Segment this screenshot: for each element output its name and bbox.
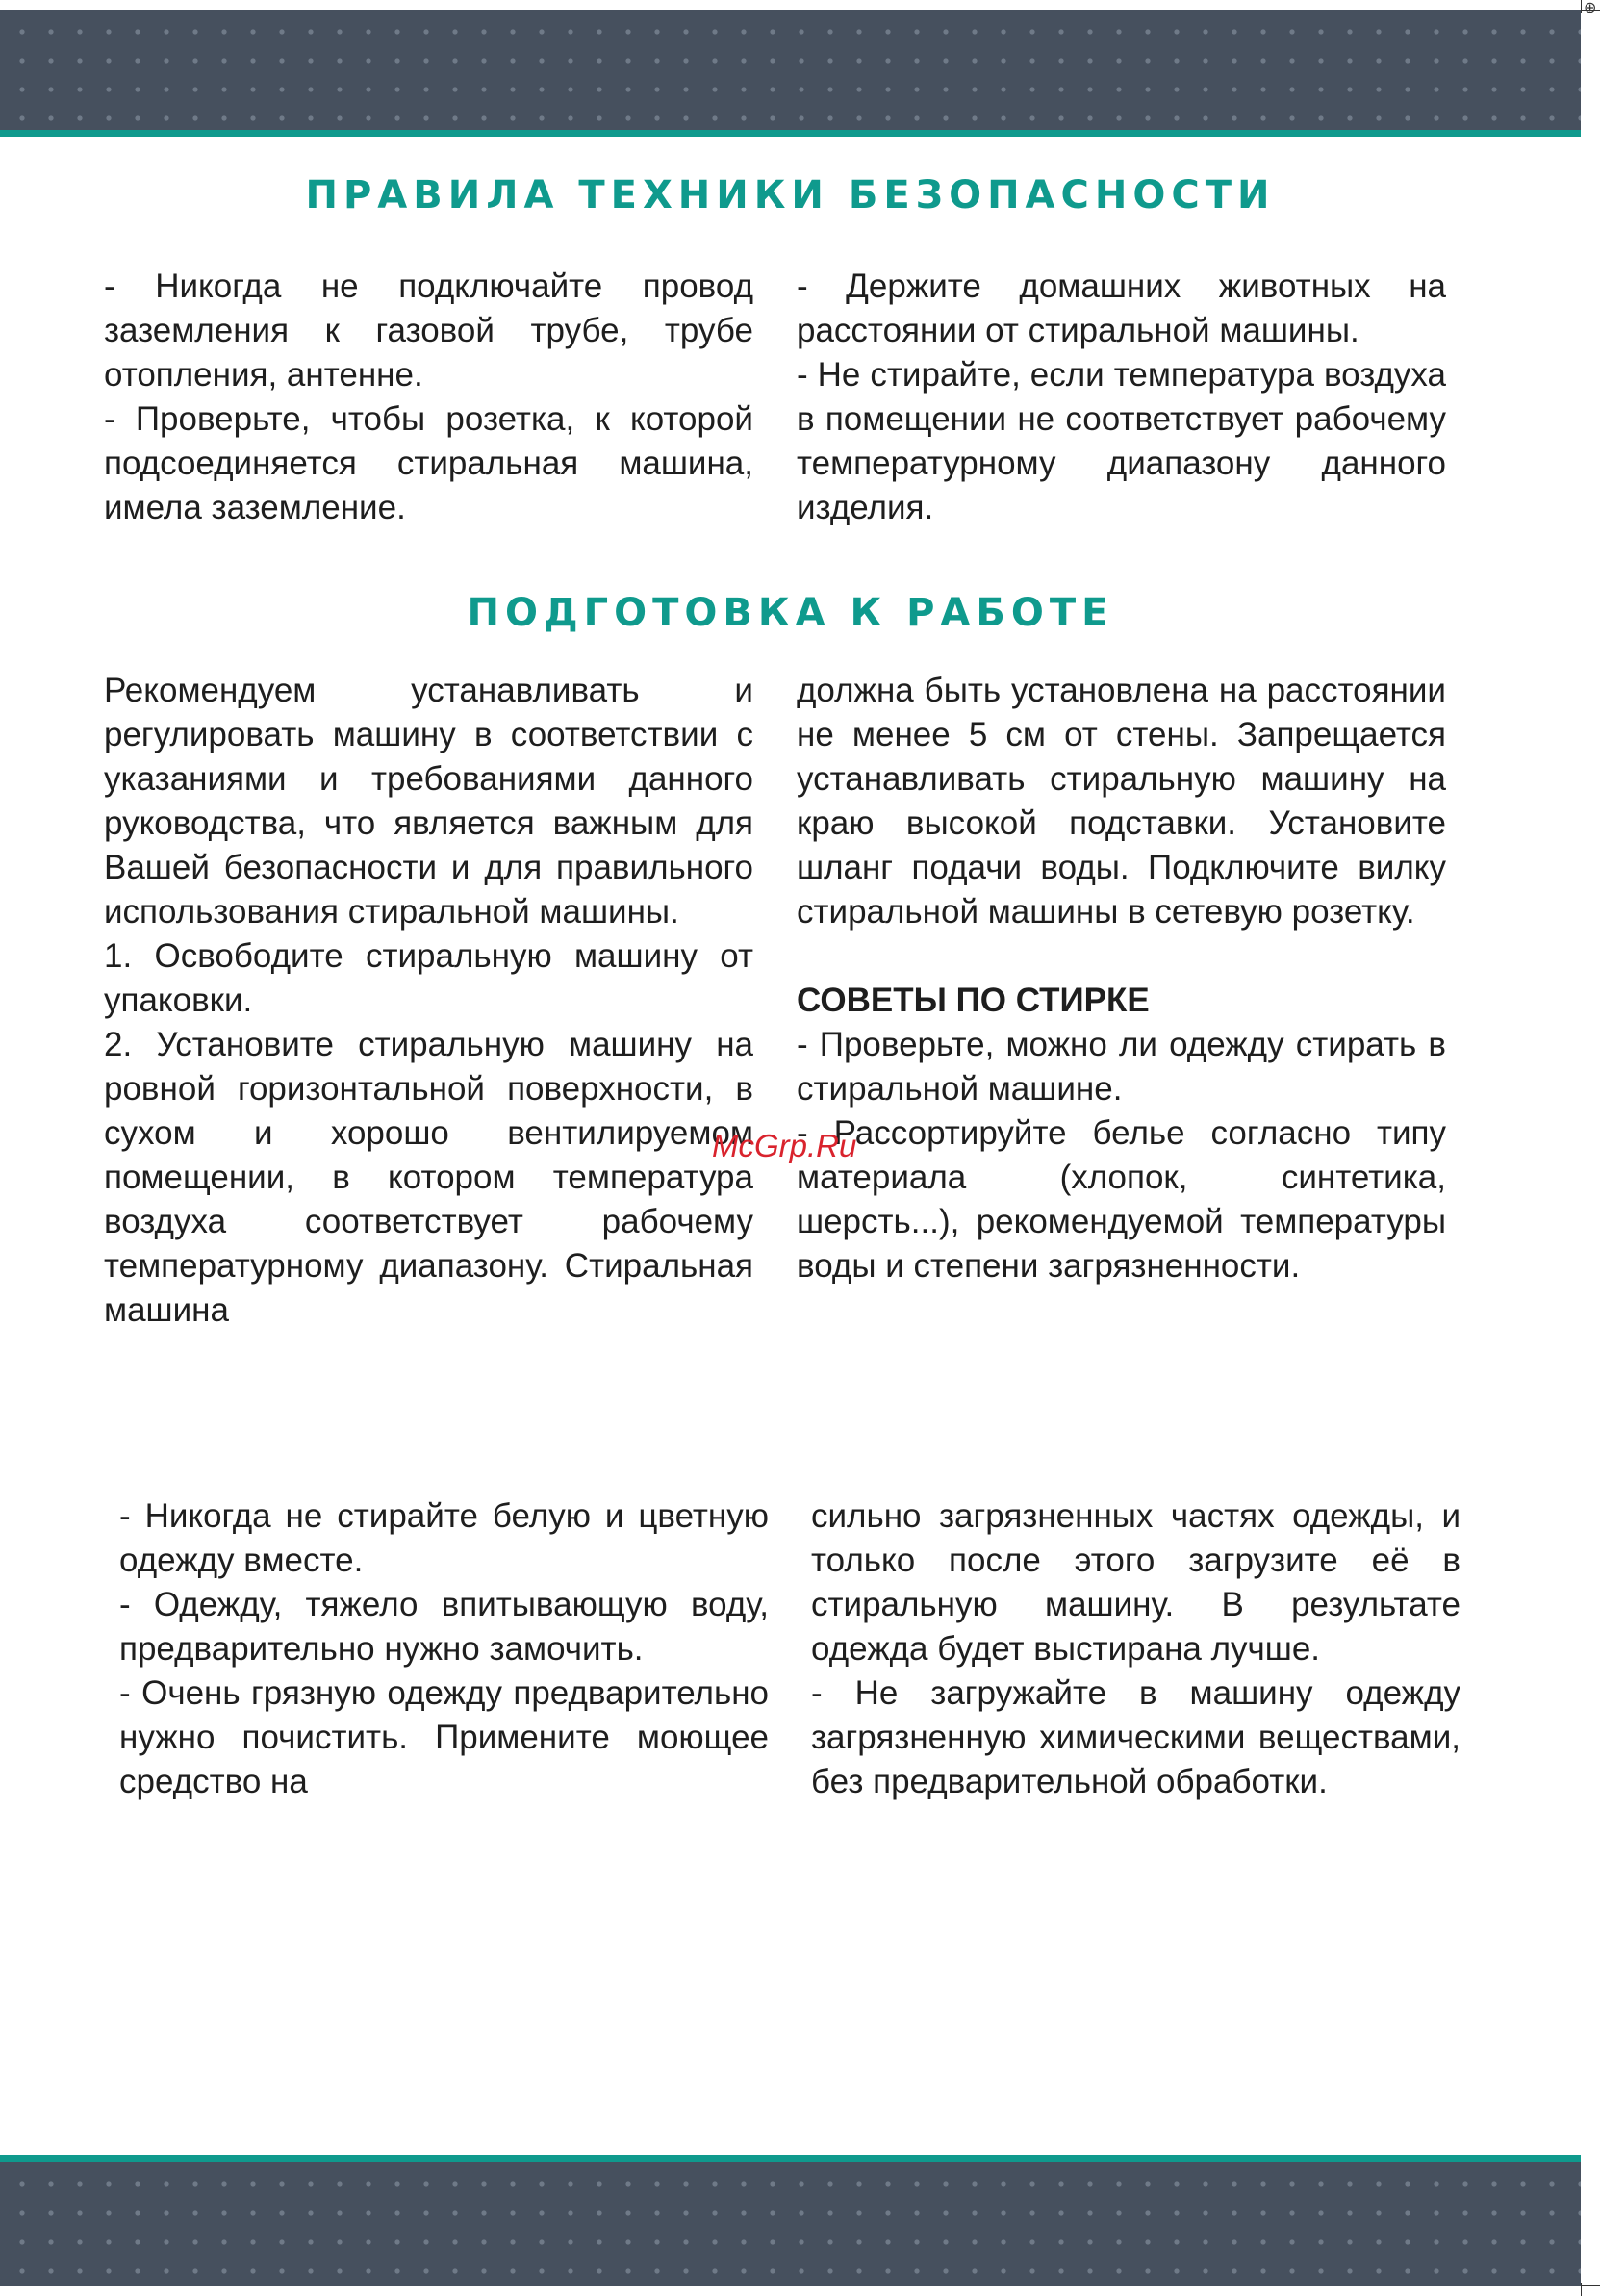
tip-item: - Не загружайте в машину одежду загрязненную химическими веществами, без предварительной обработки. (811, 1674, 1460, 1800)
tip-item: - Рассортируйте белье согласно типу материала (хлопок, синтетика, шерсть...), рекомендуемой температуры воды и степени загрязненности. (797, 1114, 1446, 1285)
preparation-step: 2. Установите стиральную машину на ровной горизонтальной поверхности, в сухом и хорошо вентилируемом помещении, в котором температура воздуха соответствует рабочему температурному диапазону. Стиральная машина (104, 1026, 753, 1329)
crop-mark-bottom-horizontal (1581, 2285, 1600, 2286)
footer-band (0, 2155, 1581, 2286)
crop-mark-top-vertical (1581, 0, 1582, 13)
safety-right-column (797, 265, 1446, 530)
preparation-left-column (104, 669, 753, 1333)
watermark: McGrp.Ru (712, 1128, 857, 1163)
safety-left-column (104, 265, 753, 530)
preparation-continuation: должна быть установлена на расстоянии не менее 5 см от стены. Запрещается устанавливать стиральную машину на краю высокой подставки. Установите шланг подачи воды. Подключите вилку стиральной машины в сетевую розетку. (797, 672, 1446, 931)
registration-mark-icon: ⊕ (1584, 0, 1597, 16)
safety-rule: - Никогда не подключайте провод заземления к газовой трубе, трубе отопления, антенне. (104, 268, 753, 394)
tip-item: сильно загрязненных частях одежды, и только после этого загрузите её в стиральную машину. В результате одежда будет выстирана лучше. (811, 1497, 1460, 1668)
preparation-intro: Рекомендуем устанавливать и регулировать машину в соответствии с указаниями и требованиями данного руководства, что является важным для Вашей безопасности и для правильного использования стиральной машины. (104, 672, 753, 931)
tip-item: - Никогда не стирайте белую и цветную одежду вместе. (119, 1497, 769, 1579)
preparation-heading: ПОДГОТОВКА К РАБОТЕ (467, 591, 1114, 635)
tip-item: - Проверьте, можно ли одежду стирать в стиральной машине. (797, 1026, 1446, 1108)
more-tips-left-column (119, 1494, 769, 1804)
preparation-right-column (797, 669, 1446, 1288)
preparation-step: 1. Освободите стиральную машину от упаковки. (104, 937, 753, 1019)
header-accent-stripe (0, 130, 1581, 137)
spacer (797, 934, 1446, 979)
header-band (0, 10, 1581, 137)
footer-accent-stripe (0, 2155, 1581, 2162)
tips-subheading: СОВЕТЫ ПО СТИРКЕ (797, 982, 1150, 1019)
tip-item: - Очень грязную одежду предварительно нужно почистить. Примените моющее средство на (119, 1674, 769, 1800)
tip-item: - Одежду, тяжело впитывающую воду, предварительно нужно замочить. (119, 1586, 769, 1668)
safety-rule: - Не стирайте, если температура воздуха в помещении не соответствует рабочему температурному диапазону данного изделия. (797, 356, 1446, 526)
safety-rule: - Держите домашних животных на расстоянии от стиральной машины. (797, 268, 1446, 349)
safety-rule: - Проверьте, чтобы розетка, к которой подсоединяется стиральная машина, имела заземление. (104, 400, 753, 526)
more-tips-right-column (811, 1494, 1460, 1804)
safety-heading: ПРАВИЛА ТЕХНИКИ БЕЗОПАСНОСТИ (305, 173, 1276, 217)
